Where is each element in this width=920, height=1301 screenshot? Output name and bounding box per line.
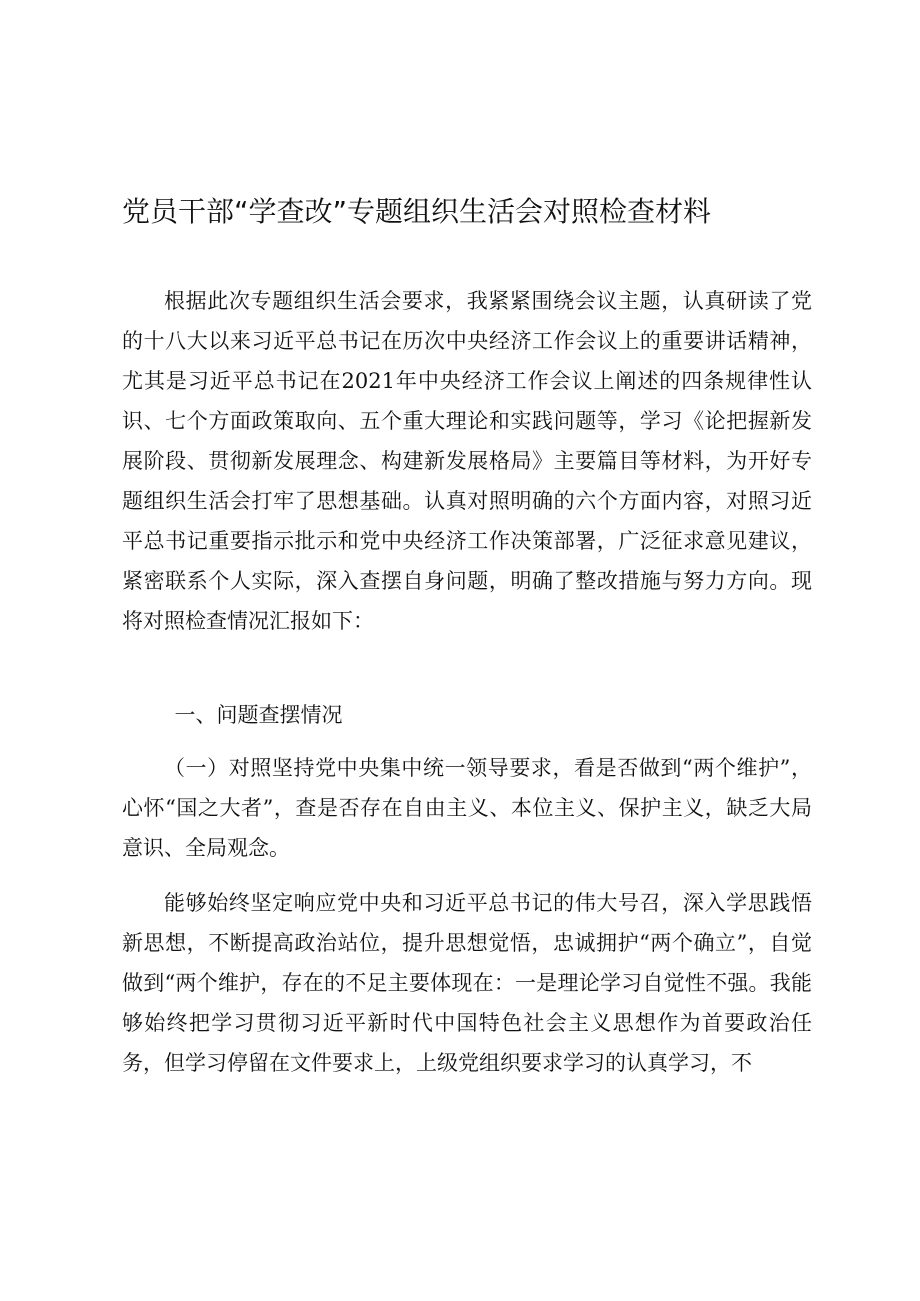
paragraph-body-1: 能够始终坚定响应党中央和习近平总书记的伟大号召，深入学思践悟新思想，不断提高政治站位，提升思想觉悟，忠诚拥护“两个确立”，自觉做到“两个维护，存在的不足主要体现在：一是理论学习自觉性不强。我能够始终把学习贯彻习近平新时代中国特色社会主义思想作为首要政治任务，但学习停留在文件要求上，上级党组织要求学习的认真学习，不 — [122, 891, 812, 1075]
paragraph-intro: 根据此次专题组织生活会要求，我紧紧围绕会议主题，认真研读了党的十八大以来习近平总书记在历次中央经济工作会议上的重要讲话精神，尤其是习近平总书记在2021年中央经济工作会议上阐述的四条规律性认识、七个方面政策取向、五个重大理论和实践问题等，学习《论把握新发展阶段、贯彻新发展理念、构建新发展格局》主要篇目等材料，为开好专题组织生活会打牢了思想基础。认真对照明确的六个方面内容，对照习近平总书记重要指示批示和党中央经济工作决策部署，广泛征求意见建议，紧密联系个人实际，深入查摆自身问题，明确了整改措施与努力方向。现将对照检查情况汇报如下： — [122, 289, 812, 633]
document-title: 党员干部“学查改”专题组织生活会对照检查材料 — [122, 195, 712, 228]
subsection-heading-1: （一）对照坚持党中央集中统一领导要求，看是否做到“两个维护”，心怀“国之大者”，查是否存在自由主义、本位主义、保护主义，缺乏大局意识、全局观念。 — [122, 756, 812, 860]
section-heading-1: 一、问题查摆情况 — [174, 703, 343, 727]
